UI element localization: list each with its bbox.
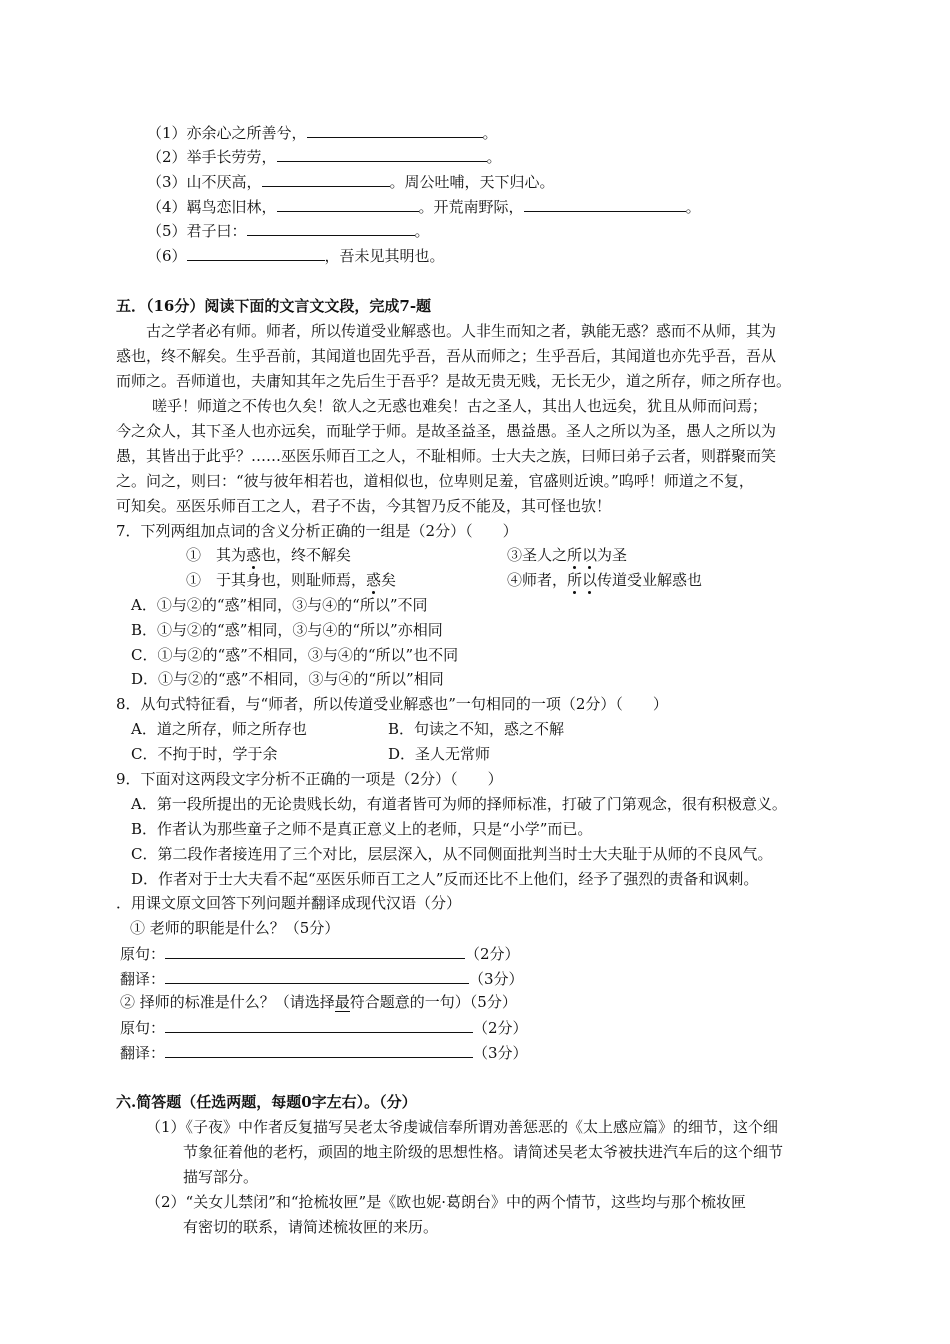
section-6-q1-line: 描写部分。	[183, 1168, 259, 1186]
blank[interactable]	[187, 245, 325, 261]
q7-option-c[interactable]: C．①与②的“惑”不相同，③与④的“所以”也不同	[131, 646, 459, 664]
blank[interactable]	[247, 220, 415, 236]
passage-p1-line: 古之学者必有师。师者，所以传道受业解惑也。人非生而知之者，孰能无惑？惑而不从师，其为	[146, 322, 777, 340]
fill-line-6: （6） ，吾未见其明也。	[147, 247, 445, 265]
blank[interactable]	[277, 146, 487, 162]
q8-option-a[interactable]: A．道之所存，师之所存也	[131, 720, 307, 738]
q10-stem: ．用课文原文回答下列问题并翻译成现代汉语（分）	[116, 894, 462, 912]
passage-p2-line: 今之众人，其下圣人也亦远矣，而耻学于师。是故圣益圣，愚益愚。圣人之所以为圣，愚人之所以为	[116, 422, 777, 440]
section-5-title: 五．（16分）阅读下面的文言文文段，完成7-题	[116, 297, 432, 315]
section-6-q2-line: （2）“关女儿禁闭”和“抢梳妆匣”是《欧也妮·葛朗台》中的两个情节，这些均与那个梳妆匣	[146, 1193, 746, 1211]
q8-stem: 8．从句式特征看，与“师者，所以传道受业解惑也”一句相同的一项（2分）（ ）	[116, 695, 668, 713]
q7-option-d[interactable]: D．①与②的“惑”不相同，③与④的“所以”相同	[131, 670, 444, 688]
q10-sub-2: ② 择师的标准是什么？（请选择最符合题意的一句）（5分）	[120, 993, 517, 1011]
answer-line-original-2: 原句： （2分）	[120, 1019, 528, 1037]
section-6-q1-line: 节象征着他的老朽，顽固的地主阶级的思想性格。请简述吴老太爷被扶进汽车后的这个细节	[183, 1143, 784, 1161]
q7-stem: 7．下列两组加点词的含义分析正确的一组是（2分）（ ）	[116, 522, 518, 540]
blank[interactable]	[165, 943, 465, 959]
passage-p1-line: 惑也，终不解矣。生乎吾前，其闻道也固先乎吾，吾从而师之；生乎吾后，其闻道也亦先乎吾，吾从	[116, 347, 777, 365]
blank[interactable]	[165, 968, 469, 984]
blank[interactable]	[165, 1017, 473, 1033]
passage-p1-line: 而师之。吾师道也，夫庸知其年之先后生于吾乎？是故无贵无贱，无长无少，道之所存，师之所存也。	[116, 372, 792, 390]
passage-p2-line: 嗟乎！师道之不传也久矣！欲人之无惑也难矣！古之圣人，其出人也远矣，犹且从师而问焉；	[152, 397, 768, 415]
fill-line-1: （1）亦余心之所善兮， 。	[147, 124, 498, 142]
passage-p2-line: 可知矣。巫医乐师百工之人，君子不齿，今其智乃反不能及，其可怪也欤！	[116, 497, 612, 515]
blank[interactable]	[165, 1042, 473, 1058]
q10-sub-1: ① 老师的职能是什么？（5分）	[130, 919, 340, 937]
section-6-title: 六.简答题（任选两题，每题0字左右）。（分）	[116, 1093, 417, 1111]
q9-stem: 9．下面对这两段文字分析不正确的一项是（2分）（ ）	[116, 770, 503, 788]
q9-option-d[interactable]: D．作者对于士大夫看不起“巫医乐师百工之人”反而还比不上他们，经予了强烈的责备和讽刺。	[131, 870, 759, 888]
q9-option-b[interactable]: B．作者认为那些童子之师不是真正意义上的老师，只是“小学”而已。	[131, 820, 593, 838]
q9-option-c[interactable]: C．第二段作者接连用了三个对比，层层深入，从不同侧面批判当时士大夫耻于从师的不良风气。	[131, 845, 773, 863]
fill-line-2: （2）举手长劳劳， 。	[147, 148, 502, 166]
q7-item-4: ④师者，所以传道受业解惑也	[507, 571, 703, 589]
fill-line-3: （3）山不厌高， 。周公吐哺，天下归心。	[147, 173, 555, 191]
answer-line-translation-1: 翻译： （3分）	[120, 970, 524, 988]
q8-option-d[interactable]: D．圣人无常师	[388, 745, 491, 763]
passage-p2-line: 之。问之，则曰：“彼与彼年相若也，道相似也，位卑则足羞，官盛则近谀。”呜呼！师道之不复，	[116, 472, 754, 490]
blank[interactable]	[262, 171, 390, 187]
q7-item-1: ① 其为惑也，终不解矣	[186, 546, 352, 564]
q7-option-b[interactable]: B．①与②的“惑”相同，③与④的“所以”亦相同	[131, 621, 443, 639]
blank[interactable]	[524, 196, 686, 212]
blank[interactable]	[307, 122, 483, 138]
q7-option-a[interactable]: A．①与②的“惑”相同，③与④的“所以”不同	[131, 596, 428, 614]
q8-option-c[interactable]: C．不拘于时，学于余	[131, 745, 278, 763]
q8-option-b[interactable]: B．句读之不知，惑之不解	[388, 720, 565, 738]
blank[interactable]	[277, 196, 419, 212]
passage-p2-line: 愚，其皆出于此乎？……巫医乐师百工之人，不耻相师。士大夫之族，曰师曰弟子云者，则群聚而笑	[116, 447, 777, 465]
answer-line-original-1: 原句： （2分）	[120, 945, 520, 963]
section-6-q2-line: 有密切的联系，请简述梳妆匣的来历。	[183, 1218, 439, 1236]
fill-line-4: （4）羁鸟恋旧林， 。开荒南野际， 。	[147, 198, 701, 216]
q7-item-3: ③圣人之所以为圣	[507, 546, 628, 564]
q9-option-a[interactable]: A．第一段所提出的无论贵贱长幼，有道者皆可为师的择师标准，打破了门第观念，很有积极意义。	[131, 795, 787, 813]
answer-line-translation-2: 翻译： （3分）	[120, 1044, 528, 1062]
fill-line-5: （5）君子曰： 。	[147, 222, 430, 240]
q7-item-2: ① 于其身也，则耻师焉，惑矣	[186, 571, 397, 589]
section-6-q1-line: （1）《子夜》中作者反复描写吴老太爷虔诚信奉所谓劝善惩恶的《太上感应篇》的细节，这个细	[146, 1118, 779, 1136]
